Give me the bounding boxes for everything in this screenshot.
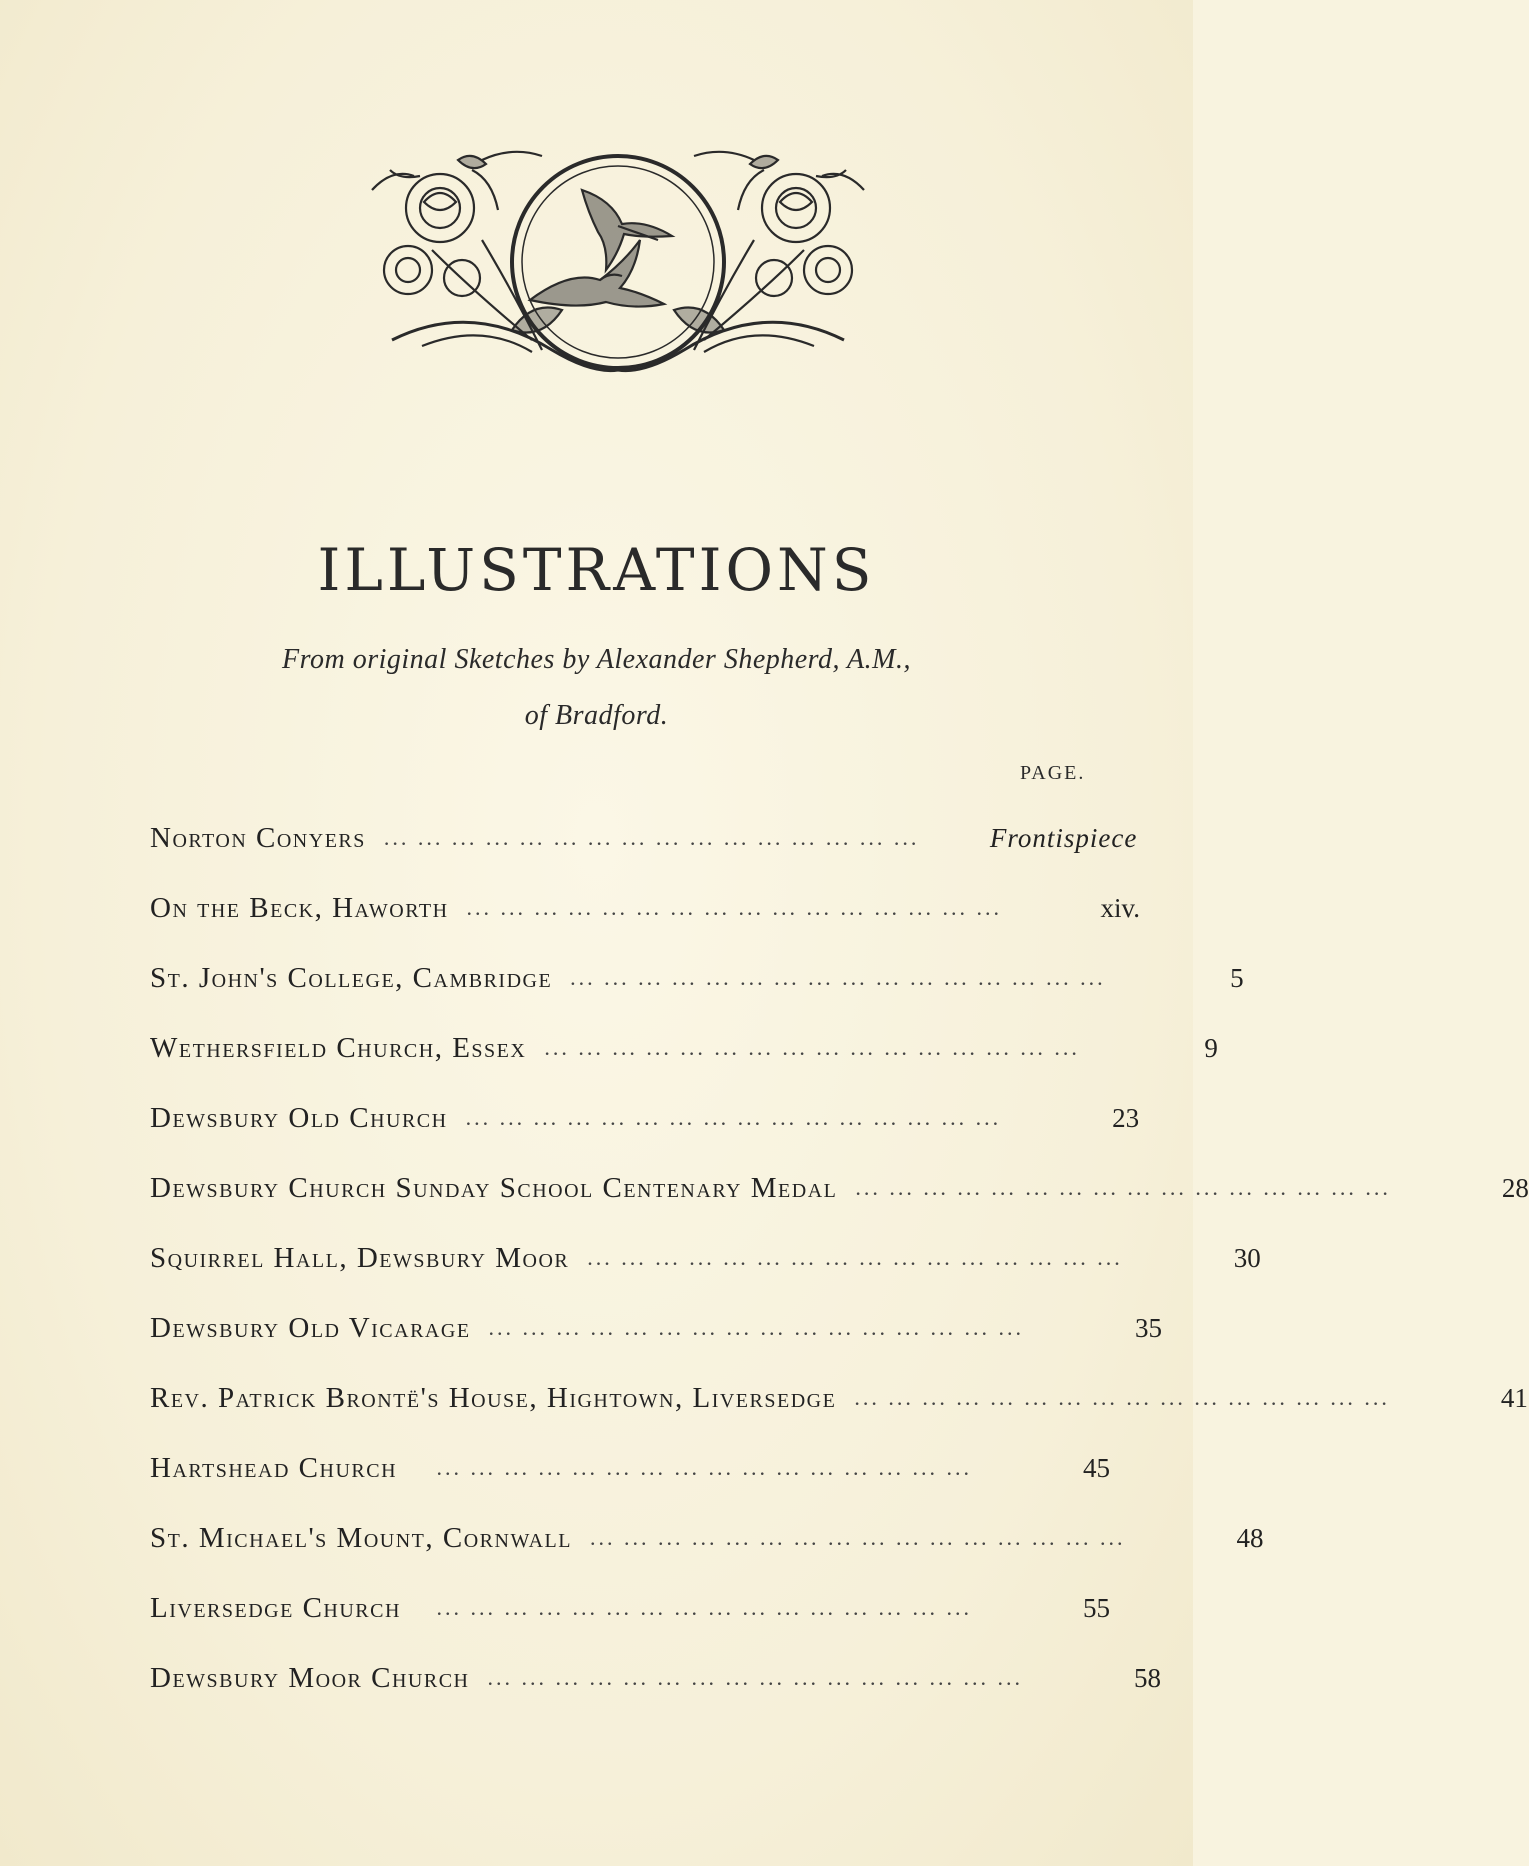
entry-page: Frontispiece (989, 822, 1138, 853)
list-item (150, 1013, 1218, 1083)
entry-title: Dewsbury Church Sunday School Centenary Medal (150, 1171, 838, 1204)
list-item (150, 803, 1138, 873)
floral-bird-vignette (362, 150, 874, 398)
list-item (150, 1363, 1528, 1433)
list-item (150, 1433, 1110, 1503)
entry-page: 58 (1134, 1662, 1161, 1693)
list-item (150, 1293, 1163, 1363)
entry-title: St. Michael's Mount, Cornwall (150, 1521, 572, 1554)
subtitle-credit: From original Sketches by Alexander Shepherd, A.M., (282, 644, 911, 675)
entry-title: Rev. Patrick Brontë's House, Hightown, Liversedge (150, 1381, 837, 1414)
dot-leader: ... ... ... ... ... ... ... ... ... ... ... ... ... ... ... ... (465, 1105, 1002, 1130)
entry-page: 5 (1230, 962, 1244, 993)
dot-leader: ... ... ... ... ... ... ... ... ... ... ... ... ... ... ... ... (590, 1525, 1126, 1550)
entry-page: 30 (1233, 1242, 1261, 1273)
dot-leader: ... ... ... ... ... ... ... ... ... ... ... ... ... ... ... ... (488, 1315, 1025, 1340)
entry-page: 45 (1083, 1452, 1110, 1483)
entry-page: 41 (1500, 1382, 1528, 1413)
entry-page: xiv. (1100, 892, 1141, 923)
entry-page: 48 (1236, 1522, 1264, 1553)
list-item (150, 1503, 1264, 1573)
page-title: ILLUSTRATIONS (317, 536, 876, 604)
entry-title: Squirrel Hall, Dewsbury Moor (150, 1241, 570, 1274)
entry-page: 28 (1501, 1172, 1529, 1203)
entry-page: 35 (1135, 1312, 1163, 1343)
dot-leader: ... ... ... ... ... ... ... ... ... ... ... ... ... ... ... ... (570, 965, 1106, 990)
dot-leader: ... ... ... ... ... ... ... ... ... ... ... ... ... ... ... ... (436, 1455, 972, 1480)
dot-leader: ... ... ... ... ... ... ... ... ... ... ... ... ... ... ... ... (383, 825, 920, 850)
list-item (150, 1153, 1529, 1223)
dot-leader: ... ... ... ... ... ... ... ... ... ... ... ... ... ... ... ... (854, 1385, 1390, 1410)
list-item (150, 1083, 1140, 1153)
entry-title: On the Beck, Haworth (150, 891, 449, 924)
entry-title: Dewsbury Moor Church (150, 1661, 470, 1694)
subtitle-place: of Bradford. (524, 700, 669, 731)
dot-leader: ... ... ... ... ... ... ... ... ... ... ... ... ... ... ... ... (466, 895, 1003, 920)
dot-leader: ... ... ... ... ... ... ... ... ... ... ... ... ... ... ... ... (487, 1665, 1023, 1690)
entry-page: 55 (1083, 1592, 1110, 1623)
entry-title: Dewsbury Old Vicarage (150, 1311, 471, 1344)
entry-title: Liversedge Church (150, 1591, 401, 1624)
entry-title: Norton Conyers (150, 821, 366, 854)
entry-page: 23 (1112, 1102, 1140, 1133)
illustrations-list (150, 803, 1529, 1713)
list-item (150, 1643, 1161, 1713)
dot-leader: ... ... ... ... ... ... ... ... ... ... ... ... ... ... ... ... (544, 1035, 1080, 1060)
entry-title: St. John's College, Cambridge (150, 961, 553, 994)
list-item (150, 1223, 1261, 1293)
dot-leader: ... ... ... ... ... ... ... ... ... ... ... ... ... ... ... ... (436, 1595, 972, 1620)
entry-page: 9 (1204, 1032, 1218, 1063)
dot-leader: ... ... ... ... ... ... ... ... ... ... ... ... ... ... ... ... (587, 1245, 1123, 1270)
list-item (150, 873, 1141, 943)
list-item (150, 943, 1244, 1013)
list-item (150, 1573, 1110, 1643)
page-column-header: PAGE. (1020, 762, 1086, 784)
dot-leader: ... ... ... ... ... ... ... ... ... ... ... ... ... ... ... ... (855, 1175, 1391, 1200)
entry-title: Wethersfield Church, Essex (150, 1031, 527, 1064)
entry-title: Dewsbury Old Church (150, 1101, 448, 1134)
entry-title: Hartshead Church (150, 1451, 398, 1484)
